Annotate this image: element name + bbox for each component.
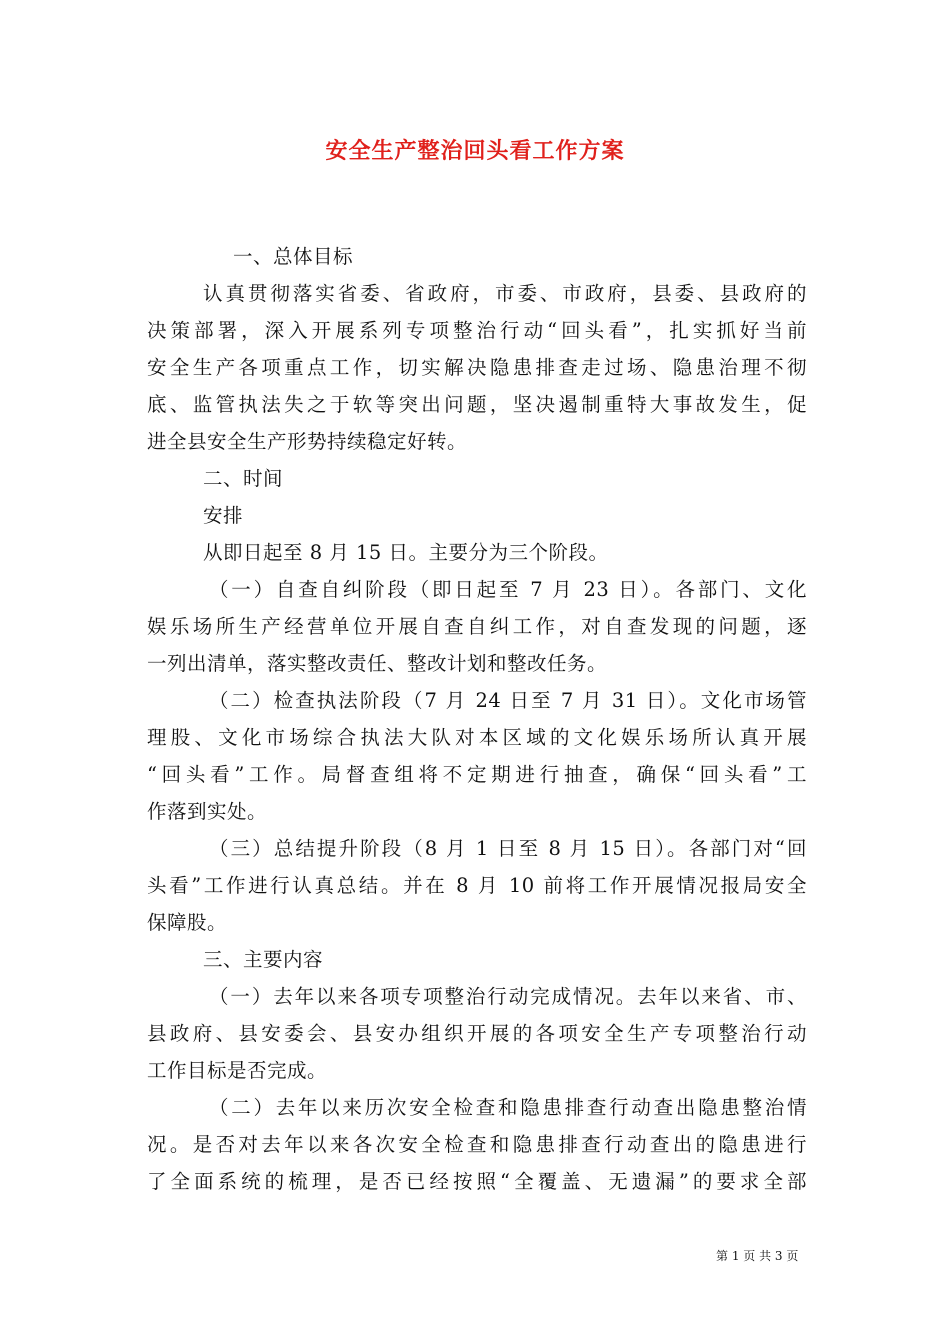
paragraph-line: 决策部署，深入开展系列专项整治行动“回头看”，扎实抓好当前 [147, 319, 807, 342]
paragraph-line: 保障股。 [147, 911, 228, 934]
paragraph-line: 安全生产各项重点工作，切实解决隐患排查走过场、隐患治理不彻 [147, 356, 807, 379]
paragraph-line: 认真贯彻落实省委、省政府，市委、市政府，县委、县政府的 [203, 282, 807, 305]
paragraph-line: （一）自查自纠阶段（即日起至 7 月 23 日）。各部门、文化 [209, 578, 807, 601]
document-title: 安全生产整治回头看工作方案 [325, 138, 625, 164]
paragraph-line: 况。是否对去年以来各次安全检查和隐患排查行动查出的隐患进行 [147, 1133, 807, 1156]
paragraph-line: 了全面系统的梳理，是否已经按照“全覆盖、无遗漏”的要求全部 [147, 1170, 807, 1193]
paragraph-line: （三）总结提升阶段（8 月 1 日至 8 月 15 日）。各部门对“回 [209, 837, 807, 860]
paragraph-line: 头看”工作进行认真总结。并在 8 月 10 前将工作开展情况报局安全 [147, 874, 807, 897]
paragraph-line: 工作目标是否完成。 [147, 1059, 328, 1082]
paragraph-line: 一列出清单，落实整改责任、整改计划和整改任务。 [147, 652, 608, 675]
paragraph-line: 理股、文化市场综合执法大队对本区域的文化娱乐场所认真开展 [147, 726, 807, 749]
paragraph-line: （二）去年以来历次安全检查和隐患排查行动查出隐患整治情 [209, 1096, 807, 1119]
paragraph-line: 底、监管执法失之于软等突出问题，坚决遏制重特大事故发生，促 [147, 393, 807, 416]
heading-time: 二、时间 [203, 467, 284, 490]
document-body [147, 238, 807, 1200]
paragraph-line: 安排 [203, 504, 244, 527]
paragraph-line: 进全县安全生产形势持续稳定好转。 [147, 430, 468, 453]
heading-overall-goal: 一、总体目标 [233, 245, 354, 268]
page-number: 第 1 页 共 3 页 [716, 1249, 799, 1263]
paragraph-line: （一）去年以来各项专项整治行动完成情况。去年以来省、市、 [209, 985, 807, 1008]
paragraph-line: 作落到实处。 [147, 800, 268, 823]
paragraph-line: “回头看”工作。局督查组将不定期进行抽查，确保“回头看”工 [147, 763, 807, 786]
paragraph-line: 县政府、县安委会、县安办组织开展的各项安全生产专项整治行动 [147, 1022, 807, 1045]
paragraph-line: 娱乐场所生产经营单位开展自查自纠工作，对自查发现的问题，逐 [147, 615, 807, 638]
heading-main-content: 三、主要内容 [203, 948, 324, 971]
paragraph-line: （二）检查执法阶段（7 月 24 日至 7 月 31 日）。文化市场管 [209, 689, 807, 712]
paragraph-line: 从即日起至 8 月 15 日。主要分为三个阶段。 [203, 541, 609, 564]
